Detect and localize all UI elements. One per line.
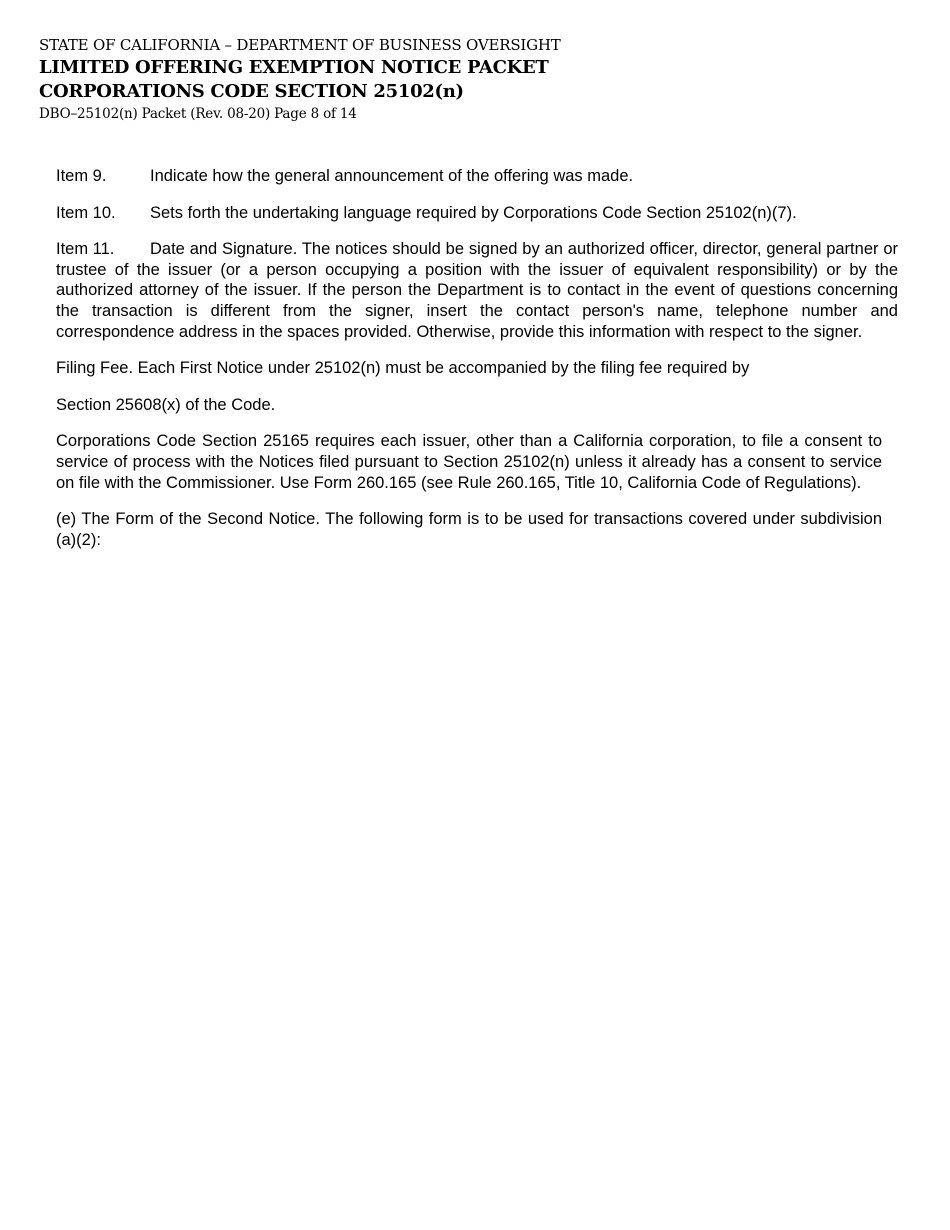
code-section-title: CORPORATIONS CODE SECTION 25102(n) (39, 81, 464, 102)
item-10-label: Item 10. (56, 203, 116, 222)
consent-to-service-paragraph: Corporations Code Section 25165 requires each issuer, other than a California corporation, to file a consent to service of process with the Notices filed pursuant to Section 25102(n) unless it already has a consent to service on file with the Commissioner. Use Form 260.165 (see Rule 260.165, Title 10, California Code of Regulations). (56, 432, 882, 492)
item-9-label: Item 9. (56, 167, 107, 185)
second-notice-paragraph: (e) The Form of the Second Notice. The following form is to be used for transactions covered under subdivision (a)(2): (56, 510, 882, 549)
item-11-label: Item 11. (56, 240, 115, 259)
item-9-text: Indicate how the general announcement of the offering was made. (150, 167, 634, 185)
item-11 (56, 239, 898, 342)
document-header (39, 34, 899, 124)
item-9 (56, 166, 898, 187)
item-10 (56, 203, 898, 224)
agency-name: STATE OF CALIFORNIA – DEPARTMENT OF BUSINESS OVERSIGHT (39, 36, 561, 54)
item-11-text: Date and Signature. The notices should be signed by an authorized officer, director, general partner or trustee of the issuer (or a person occupying a position with the issuer of equivalent responsibility) or by the authorized attorney of the issuer. If the person the Department is to contact in the event of questions concerning the transaction is different from the signer, insert the contact person's name, telephone number and correspondence address in the spaces provided. Otherwise, provide this information with respect to the signer. (56, 240, 898, 341)
filing-fee-line-1: Filing Fee. Each First Notice under 25102(n) must be accompanied by the filing fee required by (56, 359, 750, 378)
document-body (56, 166, 898, 566)
packet-title: LIMITED OFFERING EXEMPTION NOTICE PACKET (39, 57, 549, 78)
item-10-text: Sets forth the undertaking language required by Corporations Code Section 25102(n)(7). (150, 203, 797, 222)
form-page-id: DBO–25102(n) Packet (Rev. 08-20) Page 8 of 14 (39, 106, 357, 122)
filing-fee-line-2: Section 25608(x) of the Code. (56, 395, 276, 414)
